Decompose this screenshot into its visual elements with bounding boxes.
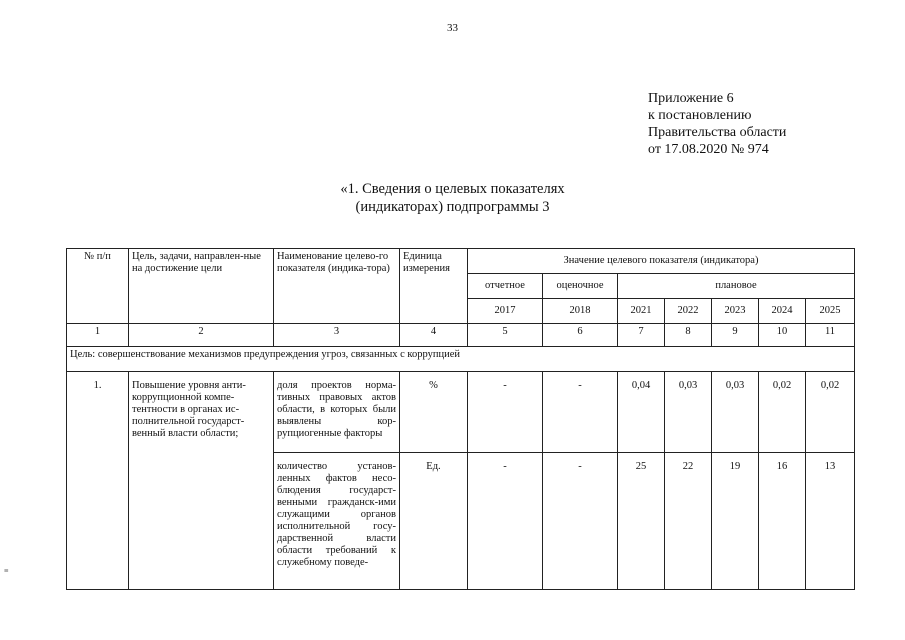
column-numbers-row (67, 324, 855, 347)
column-number: 6 (543, 324, 618, 347)
header-num: № п/п (67, 249, 129, 324)
year-cell: 2024 (759, 299, 806, 324)
column-number: 3 (274, 324, 400, 347)
year-cell: 2017 (468, 299, 543, 324)
indicator-value: 0,02 (806, 372, 855, 453)
column-number: 7 (618, 324, 665, 347)
header-unit: Единица измерения (400, 249, 468, 324)
indicator-value: 16 (759, 453, 806, 590)
column-number: 2 (129, 324, 274, 347)
document-title (0, 180, 905, 216)
year-cell: 2018 (543, 299, 618, 324)
header-estimated: оценочное (543, 274, 618, 299)
indicators-table (66, 248, 855, 590)
header-reported: отчетное (468, 274, 543, 299)
indicator-value: - (468, 372, 543, 453)
indicator-value: - (468, 453, 543, 590)
column-number: 5 (468, 324, 543, 347)
column-number: 8 (665, 324, 712, 347)
year-cell: 2025 (806, 299, 855, 324)
indicator-value: 0,03 (665, 372, 712, 453)
header-value: Значение целевого показателя (индикатора) (468, 249, 855, 274)
column-number: 4 (400, 324, 468, 347)
indicator-value: 19 (712, 453, 759, 590)
appendix-line-2: к постановлению (648, 108, 752, 123)
indicator-name: количество установ-ленных фактов несо-блюдения государст-венными гражданск-ими служащими органов исполнительной госу-дарственной власти области требований к служебному поведе- (274, 453, 400, 590)
indicator-value: 0,03 (712, 372, 759, 453)
appendix-line-1: Приложение 6 (648, 91, 734, 106)
indicator-unit: % (400, 372, 468, 453)
header-goal: Цель, задачи, направлен-ные на достижение цели (129, 249, 274, 324)
appendix-line-3: Правительства области (648, 125, 787, 140)
indicator-value: 22 (665, 453, 712, 590)
title-line-2: (индикаторах) подпрограммы 3 (355, 199, 550, 215)
indicator-name: доля проектов норма-тивных правовых актов области, в которых были выявлены кор-рупциогенные факторы (274, 372, 400, 453)
row-number: 1. (67, 372, 129, 590)
year-cell: 2021 (618, 299, 665, 324)
title-line-1: «1. Сведения о целевых показателях (340, 181, 565, 197)
goal-cell: Цель: совершенствование механизмов предупреждения угроз, связанных с коррупцией (67, 347, 855, 372)
column-number: 11 (806, 324, 855, 347)
task-cell: Повышение уровня анти-коррупционной компе-тентности в органах ис-полнительной государст-венный власти области; (129, 372, 274, 590)
table-row (67, 372, 855, 453)
year-cell: 2022 (665, 299, 712, 324)
indicator-value: - (543, 453, 618, 590)
indicator-value: 0,04 (618, 372, 665, 453)
header-indicator: Наименование целево-го показателя (индика-тора) (274, 249, 400, 324)
column-number: 9 (712, 324, 759, 347)
column-number: 10 (759, 324, 806, 347)
scan-mark: ≡ (4, 566, 9, 575)
indicator-unit: Ед. (400, 453, 468, 590)
year-cell: 2023 (712, 299, 759, 324)
header-row-1 (67, 249, 855, 274)
header-planned: плановое (618, 274, 855, 299)
indicator-value: 0,02 (759, 372, 806, 453)
page-number: 33 (447, 22, 458, 34)
appendix-line-4: от 17.08.2020 № 974 (648, 142, 769, 157)
appendix-block (648, 90, 786, 158)
indicator-value: 13 (806, 453, 855, 590)
goal-row (67, 347, 855, 372)
indicator-value: - (543, 372, 618, 453)
indicator-value: 25 (618, 453, 665, 590)
column-number: 1 (67, 324, 129, 347)
